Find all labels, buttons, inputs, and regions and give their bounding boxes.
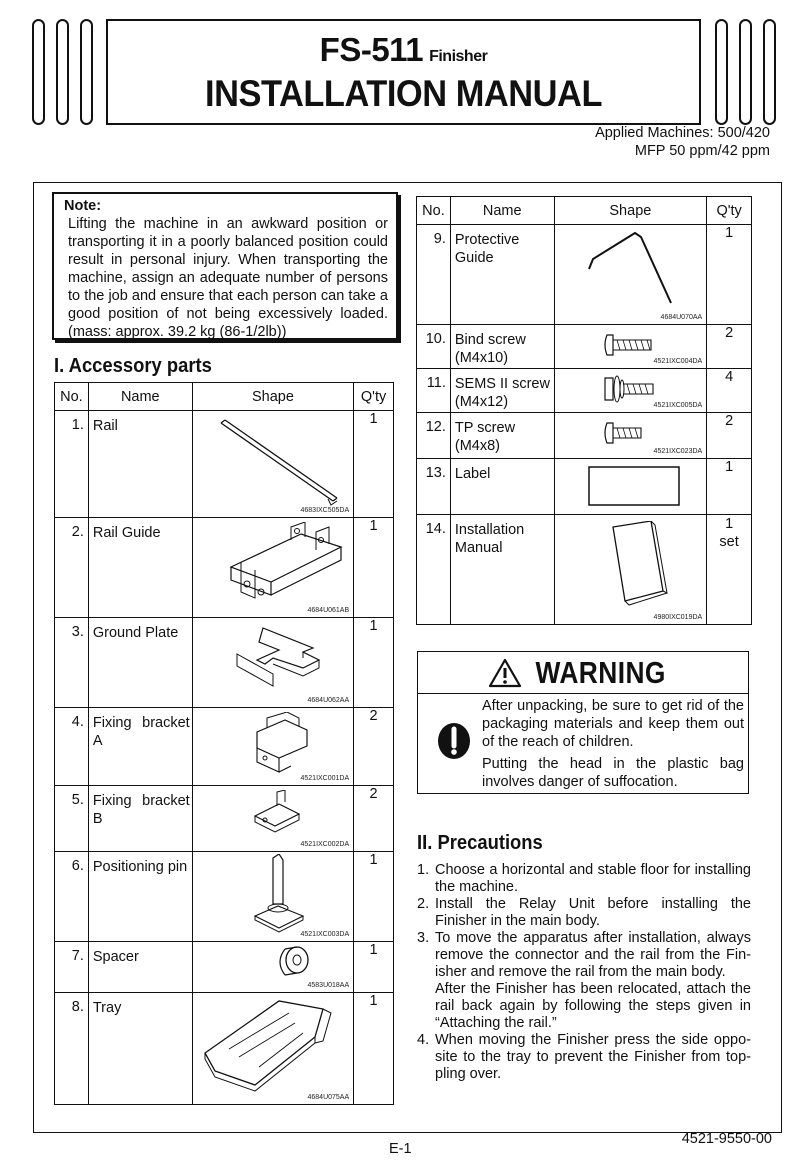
precautions-list: [417, 862, 751, 1083]
document-title: INSTALLATION MANUAL: [204, 73, 603, 114]
header-bar-left-1: [32, 19, 45, 125]
spacer-icon: [273, 944, 313, 980]
accessory-table-left: [54, 382, 394, 1105]
page-number: E-1: [389, 1141, 412, 1157]
table-row: 4. Fixing bracket A 4521IXC001DA 2: [55, 708, 394, 786]
protective-guide-icon: [585, 229, 695, 314]
header-title-box: [106, 19, 701, 125]
sems-screw-icon: [601, 372, 661, 406]
label-icon: [587, 465, 683, 509]
table-row: 13. Label 1: [417, 459, 752, 515]
warning-title: WARNING: [535, 654, 667, 690]
ground-plate-icon: [233, 624, 353, 694]
table-header-row: No. Name Shape Q'ty: [55, 383, 394, 411]
positioning-pin-icon: [249, 854, 309, 934]
table-row: 7. Spacer 4583U018AA 1: [55, 942, 394, 993]
list-item: 1. Choose a horizontal and stable floor for installing the machine.: [417, 862, 751, 895]
warning-text: After unpacking, be sure to get rid of the packaging materials and keep them out of the reach of children. Putting the head in the plastic bag involves danger of suffocation.: [482, 698, 744, 790]
table-row: 12. TP screw (M4x8) 4521IXC023DA 2: [417, 413, 752, 459]
header-bar-right-1: [715, 19, 728, 125]
table-row: 1. Rail 4683IXC505DA 1: [55, 411, 394, 518]
table-row: 11. SEMS II screw (M4x12) 4521IXC005DA 4: [417, 369, 752, 413]
tray-icon: [199, 997, 349, 1092]
table-row: 9. Protective Guide 4684U070AA 1: [417, 225, 752, 325]
applied-machines: Applied Machines: 500/420 MFP 50 ppm/42 ppm: [595, 125, 770, 159]
table-row: 5. Fixing bracket B 4521IXC002DA 2: [55, 786, 394, 852]
table-row: 8. Tray 4684U075AA 1: [55, 993, 394, 1105]
header-bar-right-2: [739, 19, 752, 125]
fixing-bracket-b-icon: [249, 790, 309, 840]
note-title: Note:: [64, 198, 102, 214]
bind-screw-icon: [603, 331, 663, 361]
exclamation-icon: [437, 722, 471, 760]
tp-screw-icon: [603, 419, 653, 449]
table-row: 14. Installation Manual 4980IXC019DA 1 set: [417, 515, 752, 625]
list-item: 4. When moving the Finisher press the side oppo-site to the tray to prevent the Finisher from top-pling over.: [417, 1032, 751, 1082]
warning-triangle-icon: [488, 658, 522, 688]
model-title: FS-511 Finisher: [319, 31, 488, 68]
rail-icon: [215, 413, 345, 513]
table-row: 2. Rail Guide 4684U061AB 1: [55, 518, 394, 618]
note-box: [52, 192, 398, 340]
manual-icon: [607, 521, 677, 611]
list-item: 2. Install the Relay Unit before installing the Finisher in the main body.: [417, 896, 751, 929]
header-bar-left-2: [56, 19, 69, 125]
note-text: Lifting the machine in an awkward position or transporting it in a poorly balanced position could result in personal injury. When transporting the machine, assign an adequate number of persons to the job and ensure that each person can take a good position of not being excessively loaded. (mass: approx. 39.2 kg (86-1/2lb)): [68, 216, 388, 340]
table-header-row: No. Name Shape Q'ty: [417, 197, 752, 225]
fixing-bracket-a-icon: [247, 712, 317, 774]
warning-box: [417, 651, 749, 794]
document-number: 4521-9550-00: [681, 1131, 772, 1147]
rail-guide-icon: [221, 522, 351, 607]
warning-header: [418, 652, 748, 694]
list-item: 3. To move the apparatus after installation, always remove the connector and the rail from the Fin-isher and remove the rail from the main body. After the Finisher has been relocated, attach the rail back again by following the steps given in “Attaching the rail.”: [417, 930, 751, 1031]
header-bar-right-3: [763, 19, 776, 125]
table-row: 3. Ground Plate 4684U062AA 1: [55, 618, 394, 708]
header-bar-left-3: [80, 19, 93, 125]
table-row: 10. Bind screw (M4x10) 4521IXC004DA 2: [417, 325, 752, 369]
accessory-heading: I. Accessory parts: [54, 355, 212, 377]
accessory-table-right: [416, 196, 752, 625]
table-row: 6. Positioning pin 4521IXC003DA 1: [55, 852, 394, 942]
precautions-heading: II. Precautions: [417, 832, 543, 854]
